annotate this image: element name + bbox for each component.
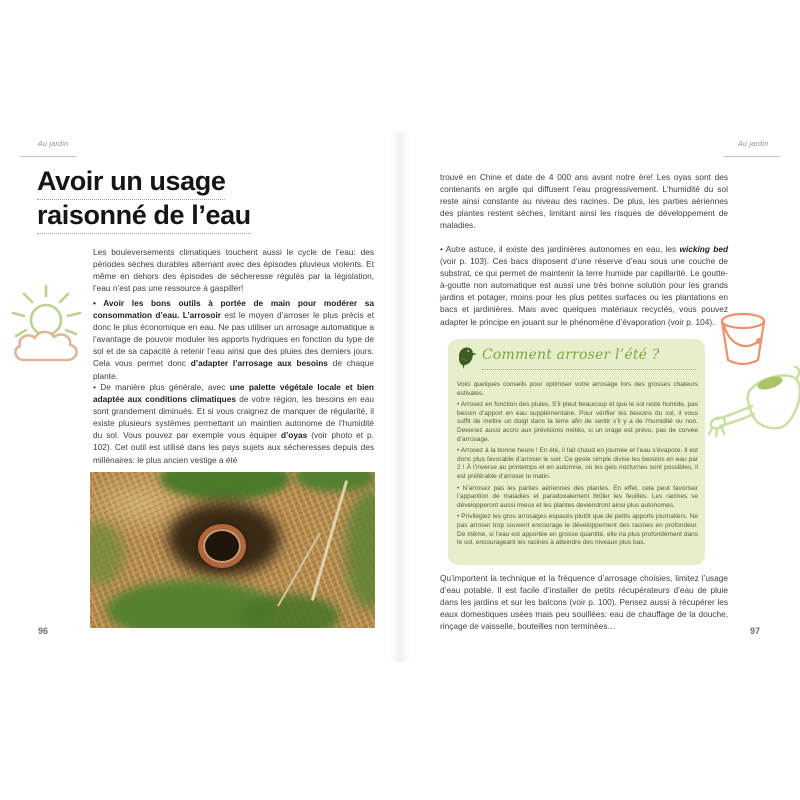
page-title [37,166,367,234]
running-head-right: Au jardin [738,141,769,148]
watering-can-icon [708,366,800,438]
page-number-right: 97 [750,626,761,636]
tip-box-body [457,381,698,548]
running-head-rule-right [723,156,780,157]
photo-leaves-right [345,490,375,610]
tip-bullet-deep-watering: • Privilégiez les gros arrosages espacés plutôt que de petits apports journaliers. Ne pas arroser trop souvent encourage le développement des racines en profondeur. De même, si l’eau est apportée en grosse quantité, elle ira plus profondément dans le sol, encourageant les racines à atteindre des niveaux plus bas. [457,513,698,547]
page-title-line1: Avoir un usage [37,166,225,200]
paragraph-oyas-suite: trouvé en Chine et date de 4 000 ans avant notre ère! Les oyas sont des contenants en argile qui diffusent l’eau progressivement. L’humidité du sol reste ainsi constante au niveau des racines. De plus, les parties aériennes des plantes restent sèches, limitant ainsi les risques de développement de maladies. [440,172,728,231]
bird-icon [455,345,477,369]
tip-bullet-rain: • Arrosez en fonction des pluies. S’il pleut beaucoup et que le sol reste humide, pas besoin d’apport en eau supplémentaire. Pour vérifier les besoins du sol, il vous suffit de mettre un doigt dans la terre afin de sentir s’il y a de l’humidité ou non. Devenez aussi accro aux prévisions météo, si un orage est prévu, pas de corvée d’arrosage. [457,401,698,443]
tip-box-title: Comment arroser l’été ? [482,347,660,363]
olla-photo [90,472,375,628]
photo-leaves-top-right [295,472,375,492]
paragraph-wicking-bed: • Autre astuce, il existe des jardinières autonomes en eau, les wicking bed (voir p. 103). Ces bacs disposent d’une réserve d’eau sous une couche de substrat, ce qui permet de maintenir la terre humide par capillarité. Le goutte-à-goutte non automatique est aussi une très bonne solution pour les grands jardins et potager, moins pour les plus petites surfaces ou les plantations en bacs et jardinières. Mais avec quelques matériaux recyclés, vous pouvez adapter le principe en jouant sur le phénomène d’évaporation (voir p. 104). [440,244,729,327]
sun-cloud-icon [8,282,88,366]
paragraph-plant-palette: • De manière plus générale, avec une palette végétale locale et bien adaptée aux conditions climatiques de votre région, les besoins en eau sont grandement diminués. Et si vous craignez de manquer de régularité, il existe plusieurs systèmes permettant un maintien autonome de l’humidité du sol. Vous pouvez par exemple vous équiper d’oyas (voir photo et p. 102). Cet outil est utilisé dans les pays sujets aux sécheresses depuis des millénaires: le plus ancien vestige a été [93,382,374,465]
running-head-left: Au jardin [38,141,69,148]
page-gutter-shadow [390,132,410,662]
paragraph-final: Qu’importent la technique et la fréquence d’arrosage choisies, limitez l’usage d’eau potable. Il est facile d’installer de petits récupérateurs d’eau de pluie dans les jardins et sur les balcons (voir p. 100). Pensez aussi à récupérer les eaux domestiques usées mais peu souillées: eau de chauffage de la douche, rinçage de vaisselle, bouteilles non terminées… [440,573,728,632]
paragraph-intro: Les bouleversements climatiques touchent aussi le cycle de l’eau: des périodes sèches durables alternant avec des épisodes pluvieux violents. Et même en dehors des épisodes de sécheresse régulés par la législation, l’eau n’est pas une ressource à gaspiller! [93,247,374,294]
paragraph-tools: • Avoir les bons outils à portée de main pour modérer sa consommation d’eau. L’arrosoir est le moyen d’arroser le plus précis et donc le plus économique en eau. Ne pas utiliser un arrosage automatique a l’avantage de pouvoir moduler les apports hydriques en fonction du type de sol et de sa capacité à retenir l’eau ainsi que des pluies des derniers jours. Cela vous permet donc d’adapter l’arrosage aux besoins de chaque plante. [93,298,375,381]
tip-bullet-timing: • Arrosez à la bonne heure ! En été, il fait chaud en journée et l’eau s’évapore. Il est donc plus favorable d’arroser le soir. Ce geste simple divise les besoins en eau par 2 ! À l’inverse au printemps et en automne, où les gels nocturnes sont possibles, il est préférable d’arroser le matin. [457,447,698,480]
tip-box-intro: Voici quelques conseils pour optimiser votre arrosage lors des grosses chaleurs estivales. [457,381,698,397]
bucket-icon [714,310,772,372]
page-number-left: 96 [38,626,49,636]
photo-leaves-top [160,472,290,500]
tip-box-title-rule [482,369,696,370]
olla-pot [198,524,246,568]
page-title-line2: raisonné de l’eau [37,200,251,234]
tip-bullet-foliage: • N’arrosez pas les parties aériennes des plantes. En effet, cela peut favoriser l’apparition de maladies et paradoxalement brûler les feuilles. Les racines se développeront aussi mieux et les plantes deviendront ainsi plus autonomes. [457,484,698,509]
photo-leaves-left [90,522,124,586]
running-head-rule-left [20,156,77,157]
